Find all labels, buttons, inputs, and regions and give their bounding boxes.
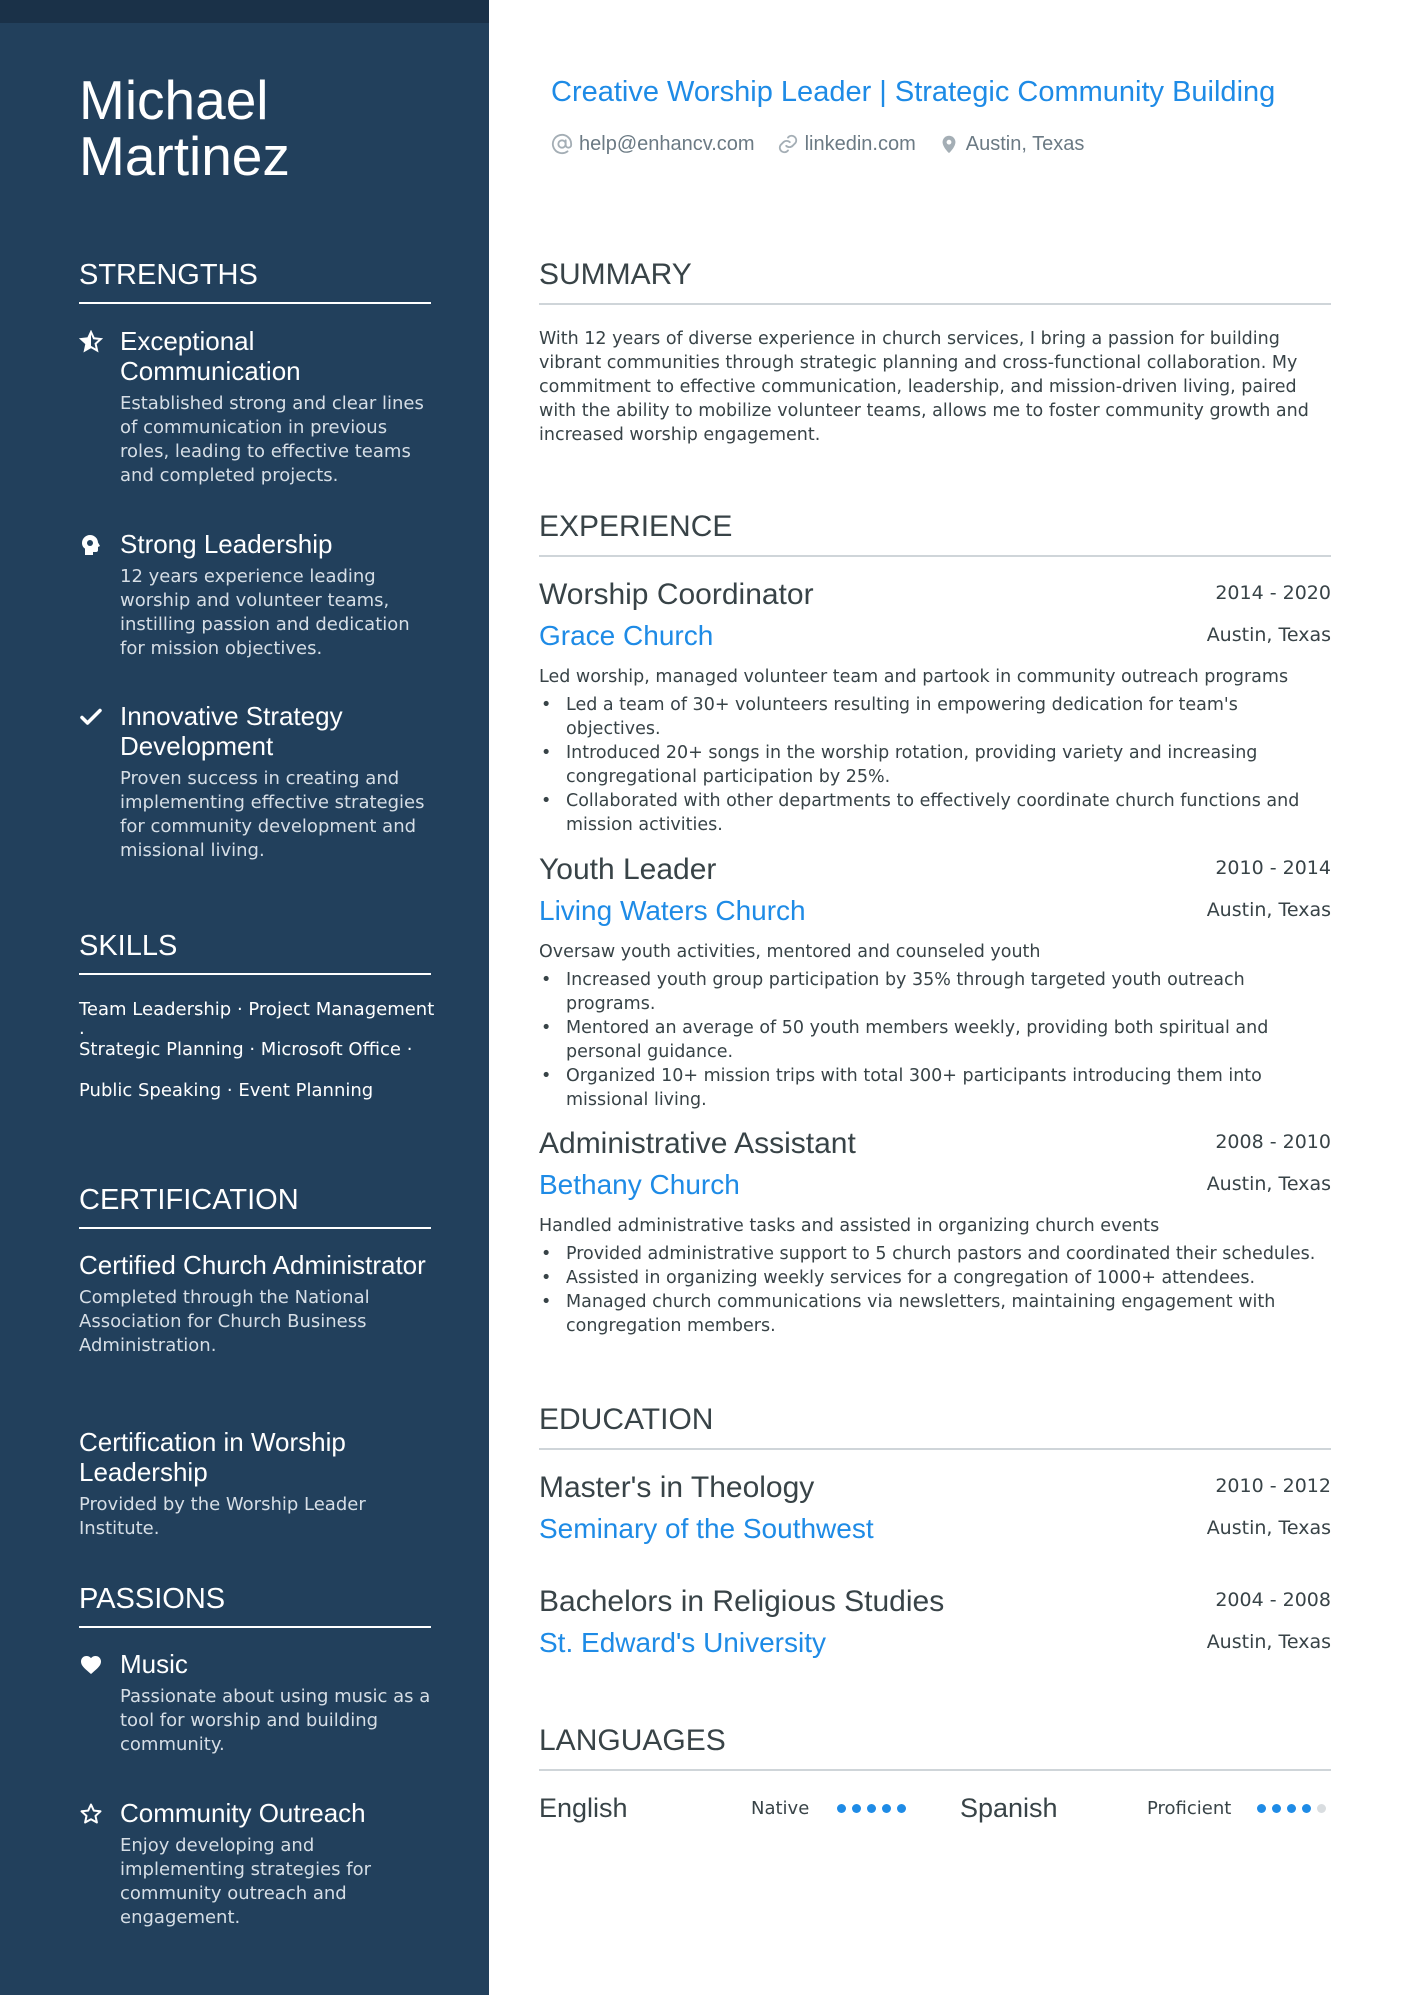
education-dates: 2010 - 2012 — [1215, 1475, 1331, 1497]
passion-title: Community Outreach — [120, 1798, 366, 1828]
job-location: Austin, Texas — [1206, 1173, 1331, 1195]
education-entry — [539, 1470, 1331, 1546]
at-sign-icon — [551, 133, 573, 155]
passion-desc: Enjoy developing and implementing strategies for community outreach and engagement. — [120, 1835, 372, 1928]
rating-dot-filled — [1287, 1804, 1296, 1813]
job-bullet: • Assisted in organizing weekly services for a congregation of 1000+ attendees. — [539, 1266, 1331, 1290]
job-bullet: • Provided administrative support to 5 church pastors and coordinated their schedules. — [539, 1242, 1331, 1266]
job-bullet: • Managed church communications via newsletters, maintaining engagement with congregation members. — [539, 1290, 1331, 1338]
rating-dot-empty — [1317, 1804, 1326, 1813]
job-bullets — [539, 693, 1331, 837]
checkmark-icon — [79, 705, 105, 731]
contact-location — [938, 133, 1085, 156]
certification-title: Certification in Worship Leadership — [79, 1427, 346, 1487]
job-title: Worship Coordinator — [539, 578, 814, 611]
language-name: Spanish — [960, 1792, 1058, 1823]
passion-title: Music — [120, 1649, 188, 1679]
skills-line: Team Leadership · Project Management · — [79, 999, 435, 1044]
resume-tagline: Creative Worship Leader | Strategic Community Building — [551, 76, 1276, 108]
job-dates: 2010 - 2014 — [1215, 857, 1331, 879]
job-organization: Bethany Church — [539, 1169, 740, 1200]
education-location: Austin, Texas — [1206, 1517, 1331, 1539]
contact-linkedin-text: linkedin.com — [804, 132, 916, 155]
certification-item — [79, 1427, 439, 1541]
education-dates: 2004 - 2008 — [1215, 1589, 1331, 1611]
certification-desc: Provided by the Worship Leader Institute. — [79, 1494, 366, 1539]
language-rating — [837, 1804, 906, 1813]
passions-heading: PASSIONS — [79, 1582, 431, 1628]
education-heading: EDUCATION — [539, 1403, 1331, 1450]
sidebar-top-bar — [0, 0, 489, 23]
rating-dot-filled — [867, 1804, 876, 1813]
job-organization: Grace Church — [539, 620, 714, 651]
certification-heading: CERTIFICATION — [79, 1183, 431, 1229]
strength-item — [79, 529, 439, 661]
contact-email-text: help@enhancv.com — [579, 132, 755, 155]
job-description: Handled administrative tasks and assisted in organizing church events — [539, 1216, 1160, 1236]
contact-email[interactable] — [551, 133, 755, 156]
language-rating — [1257, 1804, 1326, 1813]
job-bullet: • Introduced 20+ songs in the worship rotation, providing variety and increasing congregational participation by 25%. — [539, 741, 1331, 789]
rating-dot-filled — [1257, 1804, 1266, 1813]
language-level: Proficient — [1147, 1797, 1232, 1819]
sidebar — [0, 0, 489, 1995]
job-description: Oversaw youth activities, mentored and counseled youth — [539, 942, 1041, 962]
rating-dot-filled — [852, 1804, 861, 1813]
certification-title: Certified Church Administrator — [79, 1250, 426, 1280]
candidate-name: Michael Martinez — [79, 69, 290, 187]
skills-line: Public Speaking · Event Planning — [79, 1080, 374, 1101]
language-level: Native — [751, 1797, 810, 1819]
job-bullets — [539, 1242, 1331, 1338]
strength-title: Strong Leadership — [120, 529, 333, 559]
star-half-icon — [79, 330, 105, 356]
passion-item — [79, 1798, 439, 1930]
head-brain-icon — [79, 533, 105, 559]
passion-desc: Passionate about using music as a tool for worship and building community. — [120, 1686, 431, 1755]
certification-item — [79, 1250, 439, 1358]
degree-title: Bachelors in Religious Studies — [539, 1585, 945, 1618]
job-dates: 2008 - 2010 — [1215, 1131, 1331, 1153]
languages-heading: LANGUAGES — [539, 1724, 1331, 1771]
strength-title: Innovative Strategy Development — [120, 701, 343, 761]
rating-dot-filled — [837, 1804, 846, 1813]
contact-row — [551, 129, 1084, 159]
contact-location-text: Austin, Texas — [965, 132, 1085, 155]
heart-icon — [79, 1653, 105, 1679]
strength-desc: Established strong and clear lines of communication in previous roles, leading to effective teams and completed projects. — [120, 393, 424, 486]
language-item — [539, 1790, 911, 1826]
degree-title: Master's in Theology — [539, 1471, 815, 1504]
experience-heading: EXPERIENCE — [539, 510, 1331, 557]
skills-line: Strategic Planning · Microsoft Office · — [79, 1039, 413, 1060]
passion-item — [79, 1649, 439, 1757]
job-description: Led worship, managed volunteer team and partook in community outreach programs — [539, 667, 1289, 687]
school-name: St. Edward's University — [539, 1627, 826, 1658]
rating-dot-filled — [897, 1804, 906, 1813]
strength-title: Exceptional Communication — [120, 326, 301, 386]
certification-desc: Completed through the National Association for Church Business Administration. — [79, 1287, 370, 1356]
contact-linkedin[interactable] — [777, 133, 916, 156]
summary-text: With 12 years of diverse experience in church services, I bring a passion for building vibrant communities through strategic planning and cross-functional collaboration. My commitment to effective communication, leadership, and mission-driven living, paired with the ability to mobilize volunteer teams, allows me to foster community growth and increased worship engagement. — [539, 329, 1309, 445]
job-location: Austin, Texas — [1206, 899, 1331, 921]
job-title: Administrative Assistant — [539, 1127, 856, 1160]
job-bullet: • Collaborated with other departments to effectively coordinate church functions and mission activities. — [539, 789, 1331, 837]
job-dates: 2014 - 2020 — [1215, 582, 1331, 604]
experience-entry — [539, 577, 1331, 837]
job-bullet: • Mentored an average of 50 youth members weekly, providing both spiritual and personal guidance. — [539, 1016, 1331, 1064]
map-pin-icon — [938, 133, 960, 155]
rating-dot-filled — [882, 1804, 891, 1813]
job-bullet: • Led a team of 30+ volunteers resulting in empowering dedication for team's objectives. — [539, 693, 1331, 741]
education-location: Austin, Texas — [1206, 1631, 1331, 1653]
job-title: Youth Leader — [539, 853, 717, 886]
education-entry — [539, 1584, 1331, 1660]
job-location: Austin, Texas — [1206, 624, 1331, 646]
job-organization: Living Waters Church — [539, 895, 806, 926]
link-icon — [777, 133, 799, 155]
language-name: English — [539, 1792, 628, 1823]
summary-heading: SUMMARY — [539, 258, 1331, 305]
strength-item — [79, 326, 439, 488]
job-bullets — [539, 968, 1331, 1112]
job-bullet: • Increased youth group participation by 35% through targeted youth outreach programs. — [539, 968, 1331, 1016]
rating-dot-filled — [1302, 1804, 1311, 1813]
job-bullet: • Organized 10+ mission trips with total 300+ participants introducing them into missional living. — [539, 1064, 1331, 1112]
rating-dot-filled — [1272, 1804, 1281, 1813]
experience-entry — [539, 1126, 1331, 1338]
strengths-heading: STRENGTHS — [79, 258, 431, 304]
strength-desc: 12 years experience leading worship and volunteer teams, instilling passion and dedication for mission objectives. — [120, 566, 410, 659]
skills-heading: SKILLS — [79, 929, 431, 975]
strength-item — [79, 701, 439, 863]
strength-desc: Proven success in creating and implementing effective strategies for community development and missional living. — [120, 768, 425, 861]
school-name: Seminary of the Southwest — [539, 1513, 874, 1544]
language-item — [960, 1790, 1332, 1826]
star-outline-icon — [79, 1802, 105, 1828]
experience-entry — [539, 852, 1331, 1112]
